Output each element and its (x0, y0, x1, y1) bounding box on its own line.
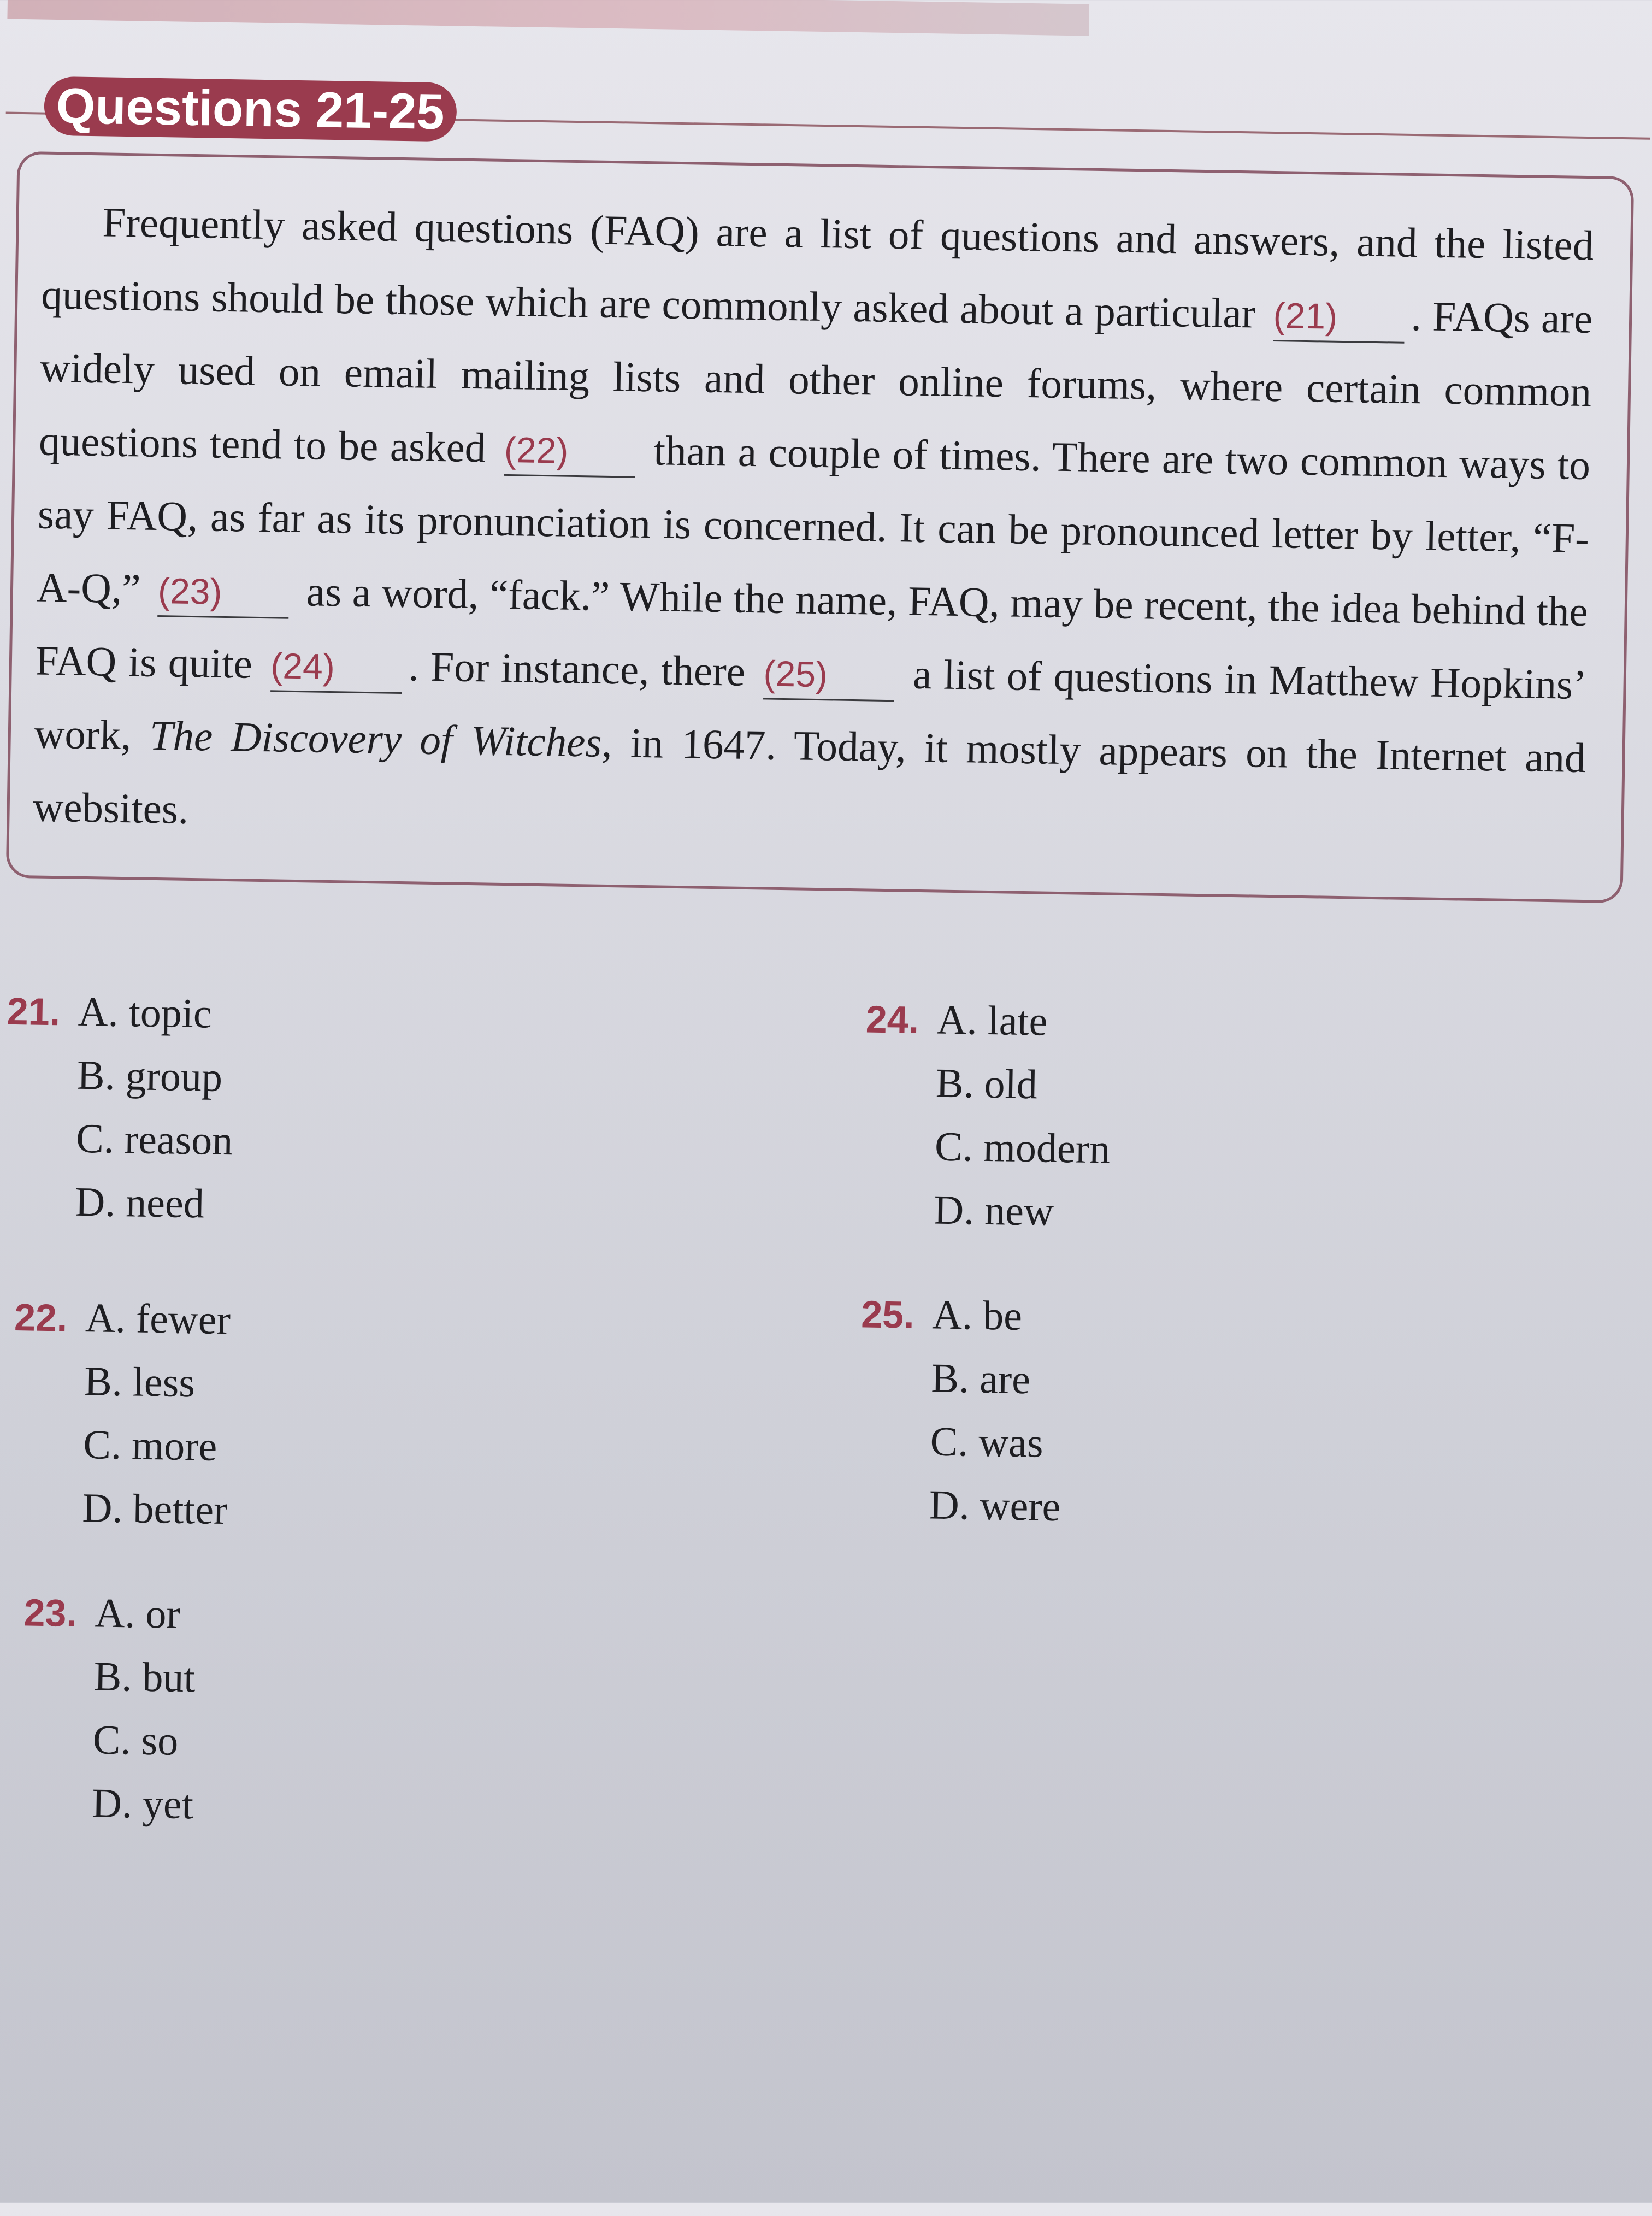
section-title: Questions 21-25 (44, 76, 457, 142)
question-number: 21. (7, 989, 61, 1034)
blank-22[interactable]: (22) (504, 423, 635, 478)
question-number: 25. (860, 1293, 915, 1336)
question-22 (10, 1293, 231, 1550)
question-number: 24. (865, 998, 919, 1041)
passage-text: , in 1647. Today, it mostly appears on the Internet and websites. (33, 718, 1586, 833)
option-a[interactable]: A. be (931, 1292, 1023, 1340)
option-c[interactable]: C. reason (75, 1115, 233, 1164)
option-b[interactable]: B. are (930, 1355, 1031, 1403)
option-d[interactable]: D. better (81, 1485, 228, 1534)
option-c[interactable]: C. was (930, 1418, 1044, 1466)
passage-text: than a couple of times. There are two common ways to say FAQ, as far as its pronunciation is concerned. It can be pronounced letter by letter, “F-A-Q,” (36, 427, 1591, 612)
passage-text: . FAQs are widely used on email mailing lists and other online forums, where certain common questions tend to be asked (38, 292, 1593, 472)
blank-21[interactable]: (21) (1273, 289, 1405, 344)
option-d[interactable]: D. were (929, 1482, 1061, 1530)
option-d[interactable]: D. need (74, 1178, 205, 1227)
passage-text: a list of questions in Matthew Hopkins’ work, (34, 650, 1588, 759)
option-b[interactable]: B. group (76, 1052, 223, 1100)
blank-23[interactable]: (23) (157, 564, 289, 619)
question-number: 23. (23, 1591, 78, 1635)
question-number: 22. (14, 1296, 68, 1340)
question-21 (3, 987, 235, 1244)
option-c[interactable]: C. modern (934, 1123, 1111, 1172)
question-25 (858, 1290, 1064, 1547)
question-24 (862, 995, 1112, 1252)
question-23 (20, 1588, 197, 1844)
book-title: The Discovery of Witches (149, 711, 603, 766)
option-c[interactable]: C. so (92, 1717, 179, 1764)
option-d[interactable]: D. new (933, 1187, 1054, 1235)
passage-text: . For instance, there (408, 643, 746, 695)
blank-25[interactable]: (25) (763, 647, 895, 702)
option-a[interactable]: A. topic (78, 988, 213, 1037)
option-b[interactable]: B. old (935, 1060, 1038, 1108)
passage (33, 185, 1595, 868)
option-a[interactable]: A. or (94, 1590, 181, 1637)
passage-paragraph (33, 185, 1595, 868)
option-b[interactable]: B. less (84, 1358, 196, 1406)
option-c[interactable]: C. more (82, 1422, 217, 1470)
passage-text: Frequently asked questions (FAQ) are a list of questions and answers, and the listed questions should be those which are commonly asked about a particular (40, 198, 1594, 337)
option-a[interactable]: A. late (936, 997, 1048, 1045)
option-b[interactable]: B. but (93, 1653, 196, 1701)
blank-24[interactable]: (24) (270, 639, 402, 694)
option-d[interactable]: D. yet (91, 1780, 194, 1828)
option-a[interactable]: A. fewer (85, 1295, 231, 1343)
page-header-band (7, 0, 1089, 36)
passage-text: as a word, “fack.” While the name, FAQ, may be recent, the idea behind the FAQ is quite (35, 568, 1589, 687)
